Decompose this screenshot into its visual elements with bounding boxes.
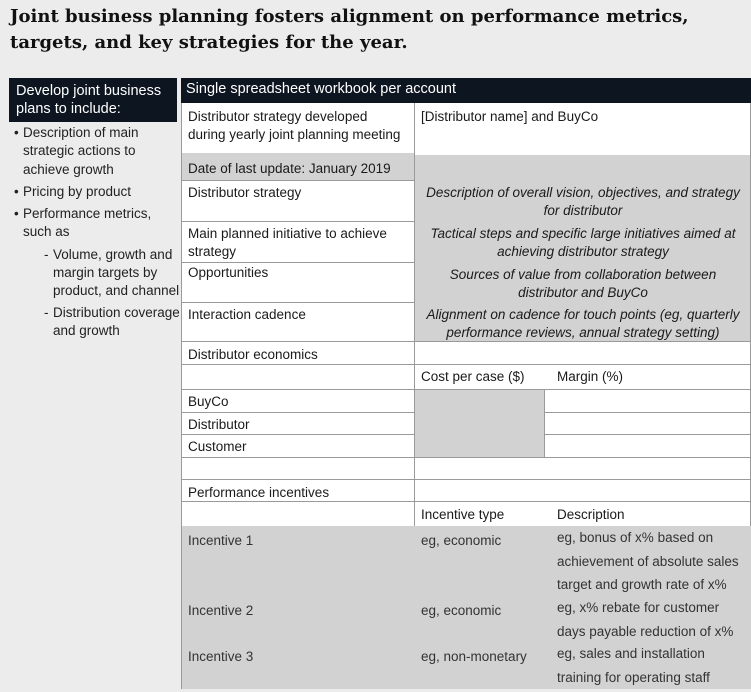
party-customer: Customer xyxy=(188,439,247,454)
cost-per-case-area xyxy=(414,389,544,457)
incentive-2-name: Incentive 2 xyxy=(188,603,254,618)
incentive-2-type: eg, economic xyxy=(421,603,502,618)
row-desc-opportunities: Sources of value from collaboration between distributor and BuyCo xyxy=(449,267,717,300)
page-title: Joint business planning fosters alignment on performance metrics, targets, and key strategies for the year. xyxy=(10,6,689,53)
list-item: • Description of main strategic actions to achieve growth xyxy=(10,124,180,179)
partner-name: [Distributor name] and BuyCo xyxy=(421,109,599,124)
incentive-1-type: eg, economic xyxy=(421,533,502,548)
row-desc-main-initiative: Tactical steps and specific large initiatives aimed at achieving distributor strategy xyxy=(430,226,736,259)
incentive-2-desc: eg, x% rebate for customer days payable reduction of x% xyxy=(557,600,734,639)
row-label-main-initiative: Main planned initiative to achieve strategy xyxy=(188,226,387,259)
incentive-1-desc: eg, bonus of x% based on achievement of absolute sales target and growth rate of x% xyxy=(557,530,739,592)
row-desc-distributor-strategy: Description of overall vision, objectives, and strategy for distributor xyxy=(426,185,740,218)
incentive-description-header: Description xyxy=(557,507,625,522)
last-update-text: Date of last update: January 2019 xyxy=(188,161,391,176)
incentive-3-name: Incentive 3 xyxy=(188,649,254,664)
incentive-type-header: Incentive type xyxy=(421,507,505,522)
margin-header: Margin (%) xyxy=(557,369,624,384)
economics-label: Distributor economics xyxy=(188,347,318,362)
left-panel-header: Develop joint business plans to include: xyxy=(9,78,177,122)
party-distributor: Distributor xyxy=(188,417,250,432)
row-label-opportunities: Opportunities xyxy=(188,265,269,280)
sub-list-item: - Volume, growth and margin targets by product, and channel xyxy=(23,246,180,301)
left-panel-list xyxy=(10,124,180,344)
workbook-table xyxy=(181,103,751,689)
row-desc-interaction-cadence: Alignment on cadence for touch points (eg, quarterly performance reviews, annual strategy setting) xyxy=(426,307,740,340)
list-item xyxy=(10,205,180,340)
list-item: • Pricing by product xyxy=(10,183,180,201)
row-label-interaction-cadence: Interaction cadence xyxy=(188,307,306,322)
incentive-1-name: Incentive 1 xyxy=(188,533,254,548)
cost-per-case-header: Cost per case ($) xyxy=(421,369,525,384)
incentive-3-type: eg, non-monetary xyxy=(421,649,527,664)
list-item-label: Performance metrics, such as xyxy=(23,206,152,240)
party-buyco: BuyCo xyxy=(188,394,229,409)
workbook-header: Single spreadsheet workbook per account xyxy=(181,78,751,103)
strategy-developed-label: Distributor strategy developed during yearly joint planning meeting xyxy=(188,109,401,142)
incentive-3-desc: eg, sales and installation training for operating staff xyxy=(557,646,710,685)
row-label-distributor-strategy: Distributor strategy xyxy=(188,185,302,200)
incentives-label: Performance incentives xyxy=(188,485,330,500)
sub-list-item: - Distribution coverage and growth xyxy=(23,304,180,341)
